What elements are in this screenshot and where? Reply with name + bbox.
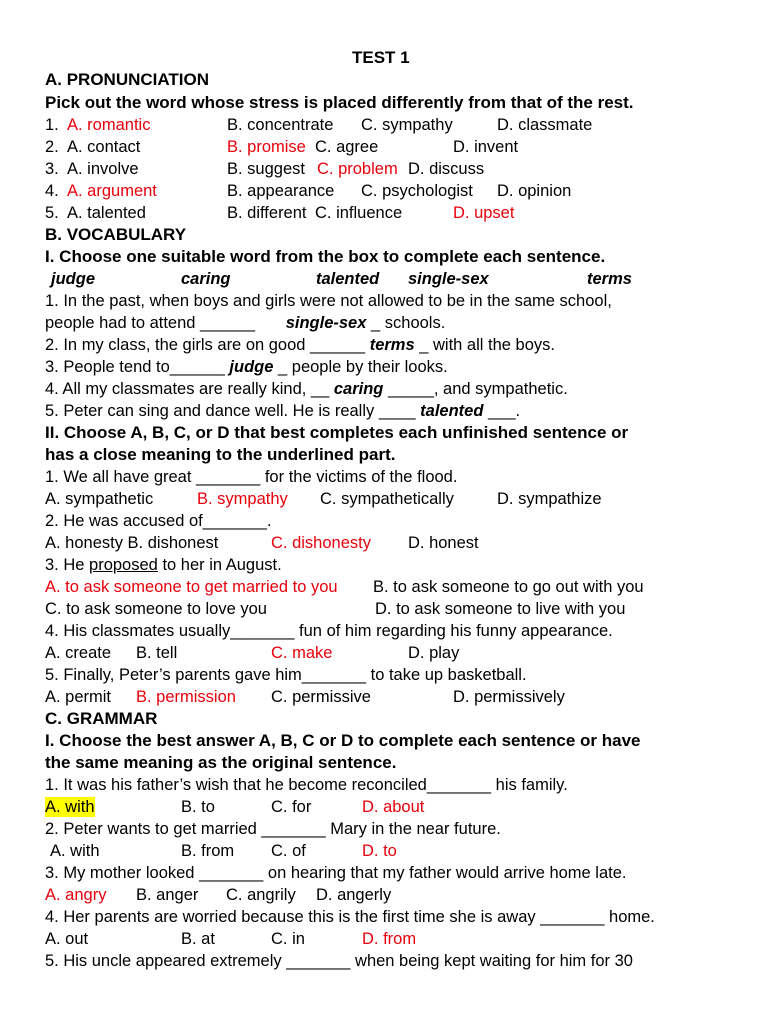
answer-option-correct: B. permission [136, 688, 236, 706]
vocabulary-sentence-5 [45, 401, 520, 421]
answer-option: B. different [227, 204, 307, 222]
answer-option: D. opinion [497, 182, 572, 200]
answer-option: C. angrily [226, 886, 296, 904]
vocabulary-sentence-1b [45, 313, 445, 333]
filled-answer: single-sex [285, 314, 367, 332]
answer-option-correct: A. argument [67, 182, 157, 200]
answer-option: A. permit [45, 688, 112, 706]
answer-option: A. sympathetic [45, 490, 154, 508]
mc-question-4: 4. His classmates usually_______ fun of him regarding his funny appearance. [45, 622, 613, 640]
vocabulary-sentence-1a: 1. In the past, when boys and girls were not allowed to be in the same school, [45, 292, 612, 310]
answer-option: B. appearance [227, 182, 335, 200]
answer-option: B. suggest [227, 160, 305, 178]
word-box-item: caring [181, 270, 231, 288]
sentence-text: 5. Peter can sing and dance well. He is really ____ [45, 402, 416, 420]
answer-option: B. to [181, 798, 215, 816]
answer-option-correct: C. make [271, 644, 333, 662]
answer-option: C. sympathy [361, 116, 453, 134]
answer-option-correct: A. angry [45, 886, 107, 904]
word-box-item: talented [316, 270, 380, 288]
answer-option-correct: B. sympathy [197, 490, 288, 508]
question-number: 1. [45, 116, 59, 134]
vocabulary-part-ii-heading-2: has a close meaning to the underlined part. [45, 445, 396, 464]
sentence-text: 2. In my class, the girls are on good ______ [45, 336, 366, 354]
answer-option: A. out [45, 930, 89, 948]
vocabulary-sentence-4 [45, 379, 568, 399]
answer-option-correct: A. to ask someone to get married to you [45, 578, 338, 596]
question-number: 3. [45, 160, 59, 178]
answer-option: C. of [271, 842, 306, 860]
answer-option: C. in [271, 930, 305, 948]
answer-option-correct: C. dishonesty [271, 534, 371, 552]
answer-option: D. angerly [316, 886, 392, 904]
answer-option: B. to ask someone to go out with you [373, 578, 644, 596]
test-title: TEST 1 [352, 48, 410, 67]
grammar-question-2: 2. Peter wants to get married _______ Mary in the near future. [45, 820, 501, 838]
sentence-text: 4. All my classmates are really kind, __ [45, 380, 330, 398]
word-box-item: single-sex [408, 270, 489, 288]
section-c-heading: C. GRAMMAR [45, 709, 158, 728]
word-box-item: terms [587, 270, 632, 288]
sentence-text: _ people by their looks. [278, 358, 448, 376]
vocabulary-part-ii-heading-1: II. Choose A, B, C, or D that best completes each unfinished sentence or [45, 423, 629, 442]
underlined-word: proposed [89, 556, 158, 574]
answer-option: D. honest [408, 534, 479, 552]
vocabulary-sentence-3 [45, 357, 448, 377]
answer-option-correct: A. romantic [67, 116, 151, 134]
sentence-text: _ with all the boys. [419, 336, 555, 354]
sentence-text: to her in August. [162, 556, 282, 574]
answer-option-correct: D. from [362, 930, 417, 948]
vocabulary-part-i-heading: I. Choose one suitable word from the box to complete each sentence. [45, 247, 606, 266]
filled-answer: judge [229, 358, 274, 376]
answer-option: C. permissive [271, 688, 371, 706]
vocabulary-sentence-2 [45, 335, 555, 355]
filled-answer: caring [333, 380, 384, 398]
answer-option: C. for [271, 798, 312, 816]
answer-option: D. discuss [408, 160, 485, 178]
answer-option-correct: D. to [362, 842, 397, 860]
grammar-question-5: 5. His uncle appeared extremely _______ when being kept waiting for him for 30 [45, 952, 633, 970]
answer-option: B. tell [136, 644, 178, 662]
answer-option-correct: D. upset [453, 204, 515, 222]
answer-option: D. invent [453, 138, 519, 156]
answer-option: D. to ask someone to live with you [375, 600, 626, 618]
section-a-instruction: Pick out the word whose stress is placed differently from that of the rest. [45, 93, 634, 112]
question-number: 5. [45, 204, 59, 222]
question-number: 2. [45, 138, 59, 156]
answer-option: C. agree [315, 138, 379, 156]
mc-question-3 [45, 555, 282, 575]
answer-option: C. to ask someone to love you [45, 600, 267, 618]
answer-option: D. play [408, 644, 460, 662]
answer-option: D. classmate [497, 116, 593, 134]
sentence-text: people had to attend ______ [45, 314, 256, 332]
mc-question-1: 1. We all have great _______ for the victims of the flood. [45, 468, 458, 486]
answer-option: B. concentrate [227, 116, 334, 134]
answer-option: C. psychologist [361, 182, 473, 200]
grammar-part-i-heading-1: I. Choose the best answer A, B, C or D to complete each sentence or have [45, 731, 641, 750]
question-number: 4. [45, 182, 59, 200]
answer-option: A. involve [67, 160, 139, 178]
sentence-text: 3. He [45, 556, 85, 574]
answer-option: A. honesty B. dishonest [45, 534, 219, 552]
answer-option-correct: B. promise [227, 138, 306, 156]
section-b-heading: B. VOCABULARY [45, 225, 187, 244]
answer-option: D. permissively [453, 688, 565, 706]
section-a-heading: A. PRONUNCIATION [45, 70, 210, 89]
grammar-question-1: 1. It was his father’s wish that he become reconciled_______ his family. [45, 776, 568, 794]
word-box-item: judge [51, 270, 95, 288]
sentence-text: ___. [488, 402, 521, 420]
answer-option-correct: D. about [362, 798, 425, 816]
answer-option: A. with [50, 842, 100, 860]
sentence-text: 3. People tend to______ [45, 358, 225, 376]
answer-option: A. contact [67, 138, 141, 156]
sentence-text: _____, and sympathetic. [388, 380, 568, 398]
answer-option: A. create [45, 644, 112, 662]
filled-answer: terms [369, 336, 415, 354]
grammar-question-3: 3. My mother looked _______ on hearing that my father would arrive home late. [45, 864, 627, 882]
answer-option: B. from [181, 842, 235, 860]
mc-question-5: 5. Finally, Peter’s parents gave him_______ to take up basketball. [45, 666, 527, 684]
filled-answer: talented [420, 402, 484, 420]
answer-option: C. sympathetically [320, 490, 454, 508]
answer-option: A. talented [67, 204, 146, 222]
answer-option-correct: C. problem [317, 160, 398, 178]
grammar-question-4: 4. Her parents are worried because this is the first time she is away _______ home. [45, 908, 655, 926]
answer-option: C. influence [315, 204, 403, 222]
mc-question-2: 2. He was accused of_______. [45, 512, 272, 530]
answer-option: D. sympathize [497, 490, 602, 508]
answer-option: B. anger [136, 886, 199, 904]
answer-option-highlighted: A. with [45, 798, 95, 816]
grammar-part-i-heading-2: the same meaning as the original sentence. [45, 753, 397, 772]
sentence-text: _ schools. [371, 314, 446, 332]
answer-option: B. at [181, 930, 215, 948]
